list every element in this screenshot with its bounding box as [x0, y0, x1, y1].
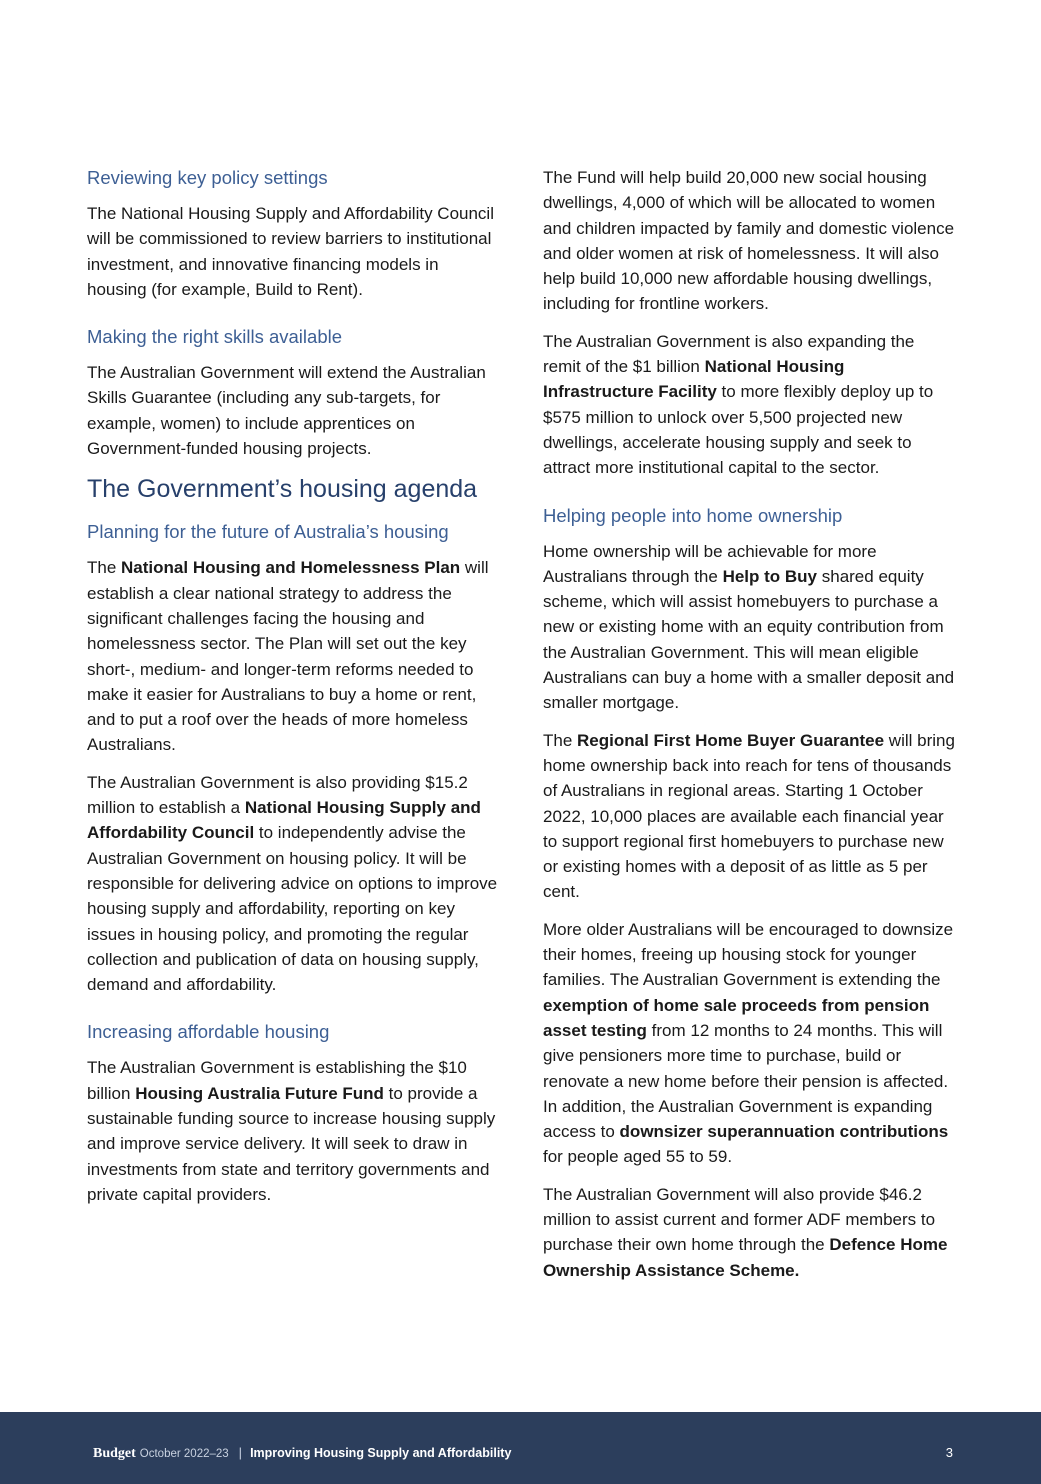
- bold-term: Help to Buy: [722, 566, 818, 586]
- budget-logo: Budget: [93, 1446, 136, 1461]
- bold-term: National Housing and Homelessness Plan: [121, 558, 461, 578]
- paragraph-downsize: More older Australians will be encouraged to downsize their homes, freeing up housing stock for younger families. The Australian Government is extending the exemption of home sale proceeds from pension asset testing from 12 months to 24 months. This will give pensioners more time to purchase, build or renovate a new home before their pension is affected. In addition, the Australian Government is expanding access to downsizer superannuation contributions for people aged 55 to 59.: [543, 919, 954, 1167]
- section-heading-affordable: Increasing affordable housing: [87, 1021, 330, 1043]
- bold-term: Housing Australia Future Fund: [135, 1083, 384, 1103]
- bold-term: National Housing Supply and Affordability Council: [87, 798, 481, 843]
- paragraph-fund-dwellings: The Fund will help build 20,000 new social housing dwellings, 4,000 of which will be allocated to women and children impacted by family and domestic violence and older women at risk of homelessness. It will also help build 10,000 new affordable housing dwellings, including for frontline workers.: [543, 168, 955, 314]
- footer-separator: |: [238, 1445, 243, 1460]
- left-column: [87, 165, 499, 1219]
- paragraph-infrastructure: The Australian Government is also expanding the remit of the $1 billion National Housing Infrastructure Facility to more flexibly deploy up to $575 million to unlock over 5,500 projected new dwellings, accelerate housing supply and seek to attract more institutional capital to the sector.: [543, 331, 934, 478]
- section-heading-skills: Making the right skills available: [87, 326, 343, 348]
- paragraph-regional-guarantee: The Regional First Home Buyer Guarantee will bring home ownership back into reach for tens of thousands of Australians in regional areas. Starting 1 October 2022, 10,000 places are available each financial year to support regional first homebuyers to purchase new or existing homes with a deposit of as little as 5 per cent.: [543, 730, 955, 902]
- paragraph-skills: The Australian Government will extend the Australian Skills Guarantee (including any sub-targets, for example, women) to include apprentices on Government-funded housing projects.: [87, 363, 486, 459]
- bold-term: downsizer superannuation contributions: [619, 1122, 949, 1142]
- bold-term: Regional First Home Buyer Guarantee: [577, 730, 885, 750]
- document-title: Improving Housing Supply and Affordability: [250, 1446, 512, 1460]
- page-footer: [0, 1412, 1041, 1484]
- right-column: [543, 165, 955, 1295]
- paragraph-plan: The National Housing and Homelessness Plan will establish a clear national strategy to address the significant challenges facing the housing and homelessness sector. The Plan will set out the key short-, medium- and longer-term reforms needed to make it easier for Australians to buy a home or rent, and to put a roof over the heads of more homeless Australians.: [87, 558, 489, 755]
- paragraph-future-fund: The Australian Government is establishing the $10 billion Housing Australia Future Fund to provide a sustainable funding source to increase housing supply and improve service delivery. It will seek to draw in investments from state and territory governments and private capital providers.: [87, 1058, 496, 1204]
- paragraph-reviewing: The National Housing Supply and Affordability Council will be commissioned to review barriers to institutional investment, and innovative financing models in housing (for example, Build to Rent).: [87, 204, 494, 299]
- main-heading: The Government’s housing agenda: [87, 475, 478, 504]
- budget-edition: October 2022–23: [139, 1448, 229, 1460]
- section-heading-planning: Planning for the future of Australia’s housing: [87, 521, 449, 543]
- bold-term: National Housing Infrastructure Facility: [543, 357, 845, 402]
- paragraph-help-to-buy: Home ownership will be achievable for more Australians through the Help to Buy shared equity scheme, which will assist homebuyers to purchase a new or existing home with an equity contribution from the Australian Government. This will mean eligible Australians can buy a home with a smaller deposit and smaller mortgage.: [543, 541, 955, 713]
- paragraph-defence: The Australian Government will also provide $46.2 million to assist current and former ADF members to purchase their own home through the Defence Home Ownership Assistance Scheme.: [543, 1184, 948, 1280]
- section-heading-home-ownership: Helping people into home ownership: [543, 504, 843, 526]
- bold-term: Defence Home Ownership Assistance Scheme.: [543, 1235, 948, 1280]
- footer-left: [93, 1445, 511, 1462]
- section-heading-reviewing: Reviewing key policy settings: [87, 167, 328, 188]
- page-number: 3: [945, 1445, 953, 1460]
- paragraph-council: The Australian Government is also providing $15.2 million to establish a National Housing Supply and Affordability Council to independently advise the Australian Government on housing policy. It will be responsible for delivering advice on options to improve housing supply and affordability, reporting on key issues in housing policy, and promoting the regular collection and publication of data on housing supply, demand and affordability.: [87, 772, 498, 995]
- bold-term: exemption of home sale proceeds from pension asset testing: [543, 995, 930, 1040]
